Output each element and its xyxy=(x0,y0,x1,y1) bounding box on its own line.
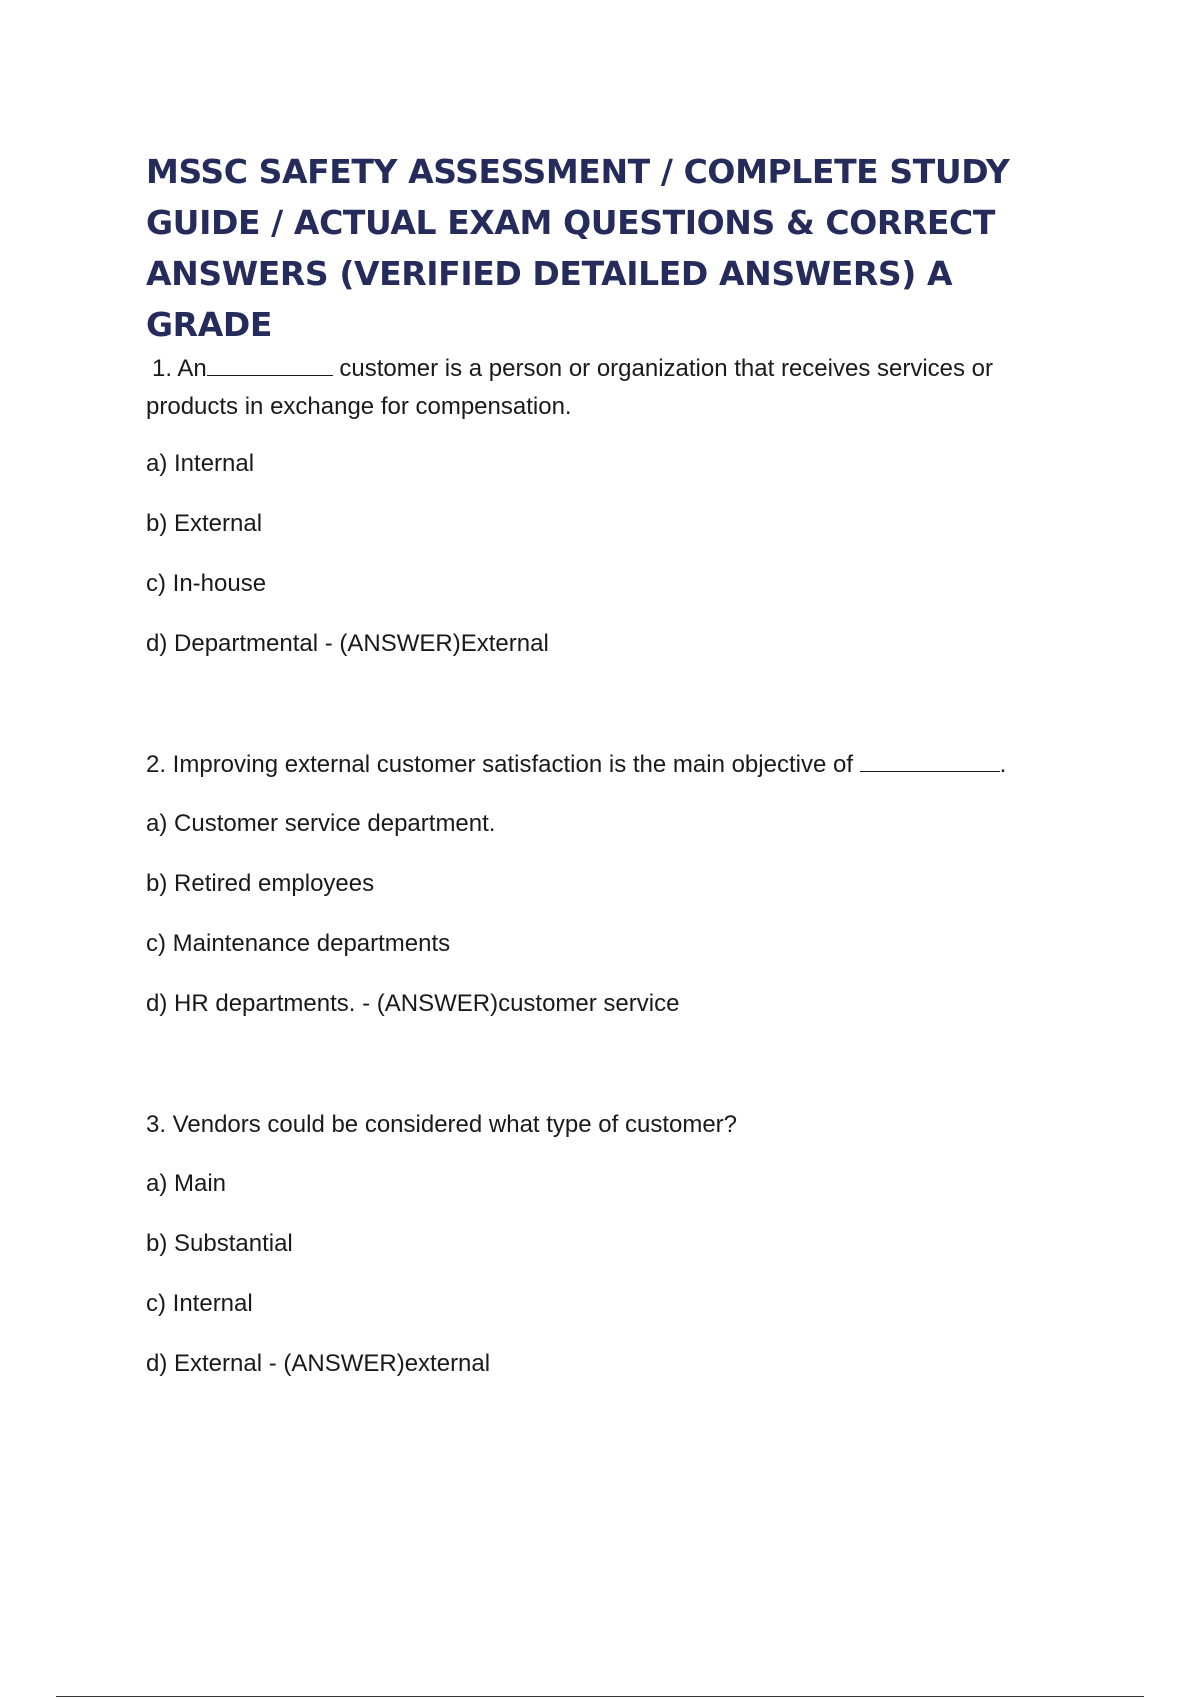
question-3-options xyxy=(146,1170,1086,1378)
question-3 xyxy=(146,1106,1086,1378)
option-a: a) Main xyxy=(146,1170,227,1197)
option-d-with-answer: d) Departmental - (ANSWER)External xyxy=(146,630,549,657)
option-b: b) External xyxy=(146,510,263,537)
footer-divider xyxy=(56,1696,1144,1697)
option-d-with-answer: d) HR departments. - (ANSWER)customer service xyxy=(146,990,680,1017)
question-1-stem-end: customer is a person or organization that receives services or xyxy=(332,355,994,382)
question-2-stem-start: 2. Improving external customer satisfaction is the main objective of xyxy=(146,751,860,778)
option-c: c) Internal xyxy=(146,1290,253,1317)
document-title: MSSC SAFETY ASSESSMENT / COMPLETE STUDY GUIDE / ACTUAL EXAM QUESTIONS & CORRECT ANSWERS (VERIFIED DETAILED ANSWERS) A GRADE xyxy=(146,152,1010,344)
question-1-stem-line2: products in exchange for compensation. xyxy=(146,393,572,420)
option-c: c) In-house xyxy=(146,570,267,597)
option-b: b) Retired employees xyxy=(146,870,375,897)
option-b: b) Substantial xyxy=(146,1230,293,1257)
answer-blank xyxy=(207,353,333,376)
question-2-stem-end: . xyxy=(999,751,1007,778)
question-2-options xyxy=(146,810,1086,1018)
question-3-stem: 3. Vendors could be considered what type of customer? xyxy=(146,1111,738,1138)
question-2-stem xyxy=(146,746,1086,784)
question-1 xyxy=(146,350,1086,658)
option-c: c) Maintenance departments xyxy=(146,930,451,957)
document-page xyxy=(146,146,1086,1378)
answer-blank xyxy=(860,749,1000,772)
option-a: a) Internal xyxy=(146,450,255,477)
question-1-options xyxy=(146,450,1086,658)
option-d-with-answer: d) External - (ANSWER)external xyxy=(146,1350,491,1377)
question-1-stem xyxy=(146,350,1086,426)
question-2 xyxy=(146,746,1086,1018)
option-a: a) Customer service department. xyxy=(146,810,496,837)
question-1-stem-start: 1. An xyxy=(152,355,207,382)
